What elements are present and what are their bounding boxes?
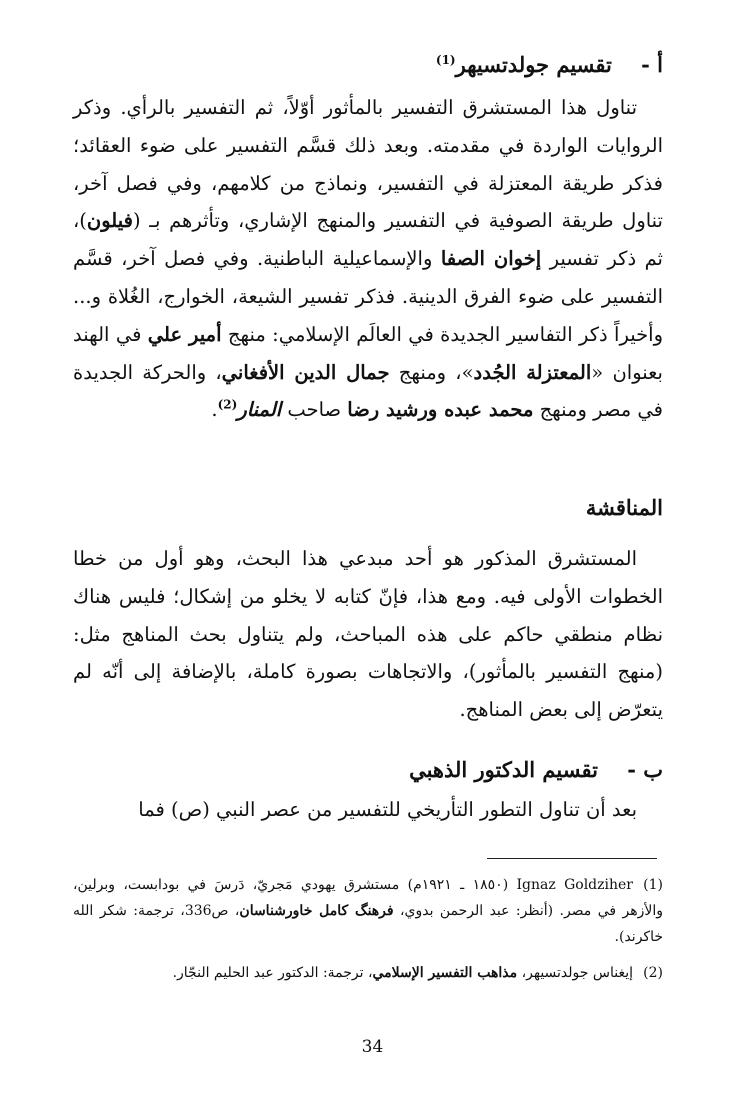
heading-a-footnote-ref: (1)	[435, 53, 456, 67]
para1-text-3: والإسماعيلية الباطنية. وفي فصل آخر، قسَّم التفسير على ضوء الفرق الدينية. فذكر تفسير الشيعة، الخوارج، الغُلاة و... وأخيراً ذكر التفاسير الجديدة في العالَم الإسلامي: منهج	[73, 247, 663, 346]
para1-bold-neo-mutazila: المعتزلة الجُدد	[473, 360, 592, 384]
discussion-title: المناقشة	[585, 495, 663, 520]
heading-b-title: تقسيم الدكتور الذهبي	[409, 757, 598, 782]
para1-text-8: .	[211, 398, 218, 422]
paragraph-discussion	[73, 540, 663, 729]
para1-footnote-ref: (2)	[217, 397, 238, 412]
para3-text: بعد أن تناول التطور التأريخي للتفسير من عصر النبي (ص) فما	[138, 798, 637, 821]
footnote-1-text-2: ، ص336، ترجمة: شكر الله خاكرند).	[73, 903, 663, 945]
para1-bold-afghani: جمال الدين الأفغاني	[221, 360, 390, 384]
footnote-2-text-2: ، ترجمة: الدكتور عبد الحليم النجّار.	[172, 965, 373, 981]
paragraph-dhahabi-intro	[73, 791, 663, 829]
footnote-2-number: (2)	[643, 965, 663, 981]
heading-a-title: تقسيم جولدتسيهر	[455, 52, 612, 77]
footnote-1-bold-title: فرهنگ كامل خاورشناسان	[239, 903, 394, 919]
paragraph-goldziher-summary	[73, 89, 663, 429]
footnote-separator	[487, 858, 657, 859]
footnote-1	[73, 872, 663, 950]
para1-bold-ikhwan: إخوان الصفا	[440, 247, 542, 271]
para1-text-4: في الهند بعنوان «	[73, 322, 663, 384]
section-heading-b	[73, 755, 663, 785]
section-heading-a	[73, 50, 663, 80]
heading-a-label: أ -	[641, 52, 663, 77]
para2-text: المستشرق المذكور هو أحد مبدعي هذا البحث، وهو أول من خطا الخطوات الأولى فيه. ومع هذا، فإنّ كتابه لا يخلو من إشكال؛ فليس هناك نظام منطقي حاكم على هذه المباحث، ولم يتناول بحث المناهج مثل: (منهج التفسير بالمأثور)، والاتجاهات بصورة كاملة، بالإضافة إلى أنّه لم يتعرّض إلى بعض المناهج.	[73, 547, 663, 722]
para1-bold-abduh-rida: محمد عبده ورشيد رضا	[347, 398, 534, 422]
footnote-1-latin-name: Ignaz Goldziher	[516, 877, 633, 893]
section-heading-discussion	[73, 493, 663, 523]
para1-text-5: »، ومنهج	[389, 360, 474, 384]
page-number: 34	[361, 1037, 384, 1057]
para1-bold-manar: المنار	[237, 398, 282, 422]
footnote-2	[73, 960, 663, 986]
heading-b-label: ب -	[627, 757, 663, 782]
para1-text-2: )، ثم ذكر تفسير	[73, 209, 663, 271]
para1-text-1: تناول هذا المستشرق التفسير بالمأثور أوّلاً، ثم التفسير بالرأي. وذكر الروايات الواردة في مقدمته. وبعد ذلك قسَّم التفسير على ضوء العقائد؛ فذكر طريقة المعتزلة في التفسير، ونماذج من كلامهم، وفي فصل آخر، تناول طريقة الصوفية في التفسير والمنهج الإشاري، وتأثرهم بـ (	[73, 96, 663, 233]
para1-bold-philo: فيلون	[86, 209, 133, 233]
para1-text-6: ، والحركة الجديدة في مصر ومنهج	[73, 360, 663, 422]
para1-text-7: صاحب	[281, 398, 348, 422]
footnote-2-text-1: إيغناس جولدتسيهر،	[517, 965, 633, 981]
footnote-2-bold-title: مذاهب التفسير الإسلامي	[372, 965, 518, 981]
para1-bold-amir-ali: أمير علي	[147, 322, 222, 346]
footnote-1-number: (1)	[643, 877, 663, 893]
footnote-1-text-1: (١٨٥٠ ـ ١٩٢١م) مستشرق يهودي مَجريّ، دَرسَ في بودابست، وبرلين، والأزهر في مصر. (أنظر: عبد الرحمن بدوي،	[73, 877, 663, 919]
